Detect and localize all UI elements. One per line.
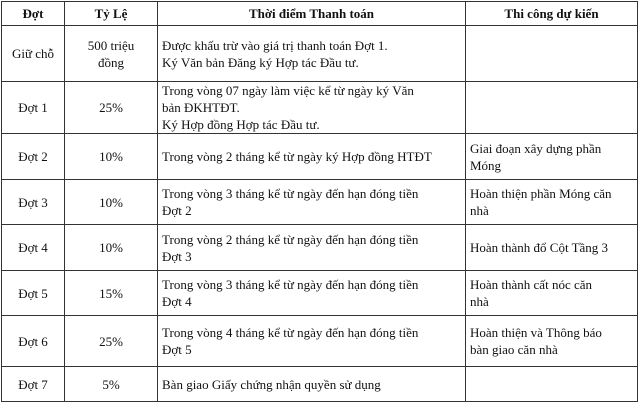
construction-line: Hoàn thiện phần Móng căn xyxy=(470,186,612,201)
rate-line: 15% xyxy=(99,285,123,301)
cell-payment-time xyxy=(158,82,466,134)
cell-rate xyxy=(65,180,158,225)
construction-line: Hoàn thành đổ Cột Tầng 3 xyxy=(470,240,609,255)
table-row xyxy=(2,225,638,271)
cell-payment-time xyxy=(158,271,466,316)
construction-line: Hoàn thành cất nóc căn xyxy=(470,277,593,292)
payment-line: Đợt 3 xyxy=(162,248,192,264)
construction-line: Hoàn thiện và Thông báo xyxy=(470,325,602,340)
cell-payment-time xyxy=(158,367,466,402)
payment-line: Trong vòng 2 tháng kể từ ngày ký Hợp đồng HTĐT xyxy=(162,149,432,164)
construction-line: Móng xyxy=(470,157,502,173)
cell-phase: Đợt 3 xyxy=(2,180,65,225)
payment-line: Trong vòng 4 tháng kể từ ngày đến hạn đóng tiền xyxy=(162,325,419,340)
cell-payment-time xyxy=(158,225,466,271)
table-row xyxy=(2,26,638,82)
cell-payment-time xyxy=(158,26,466,82)
cell-phase: Đợt 1 xyxy=(2,82,65,134)
table-row xyxy=(2,180,638,225)
cell-phase: Đợt 5 xyxy=(2,271,65,316)
cell-phase: Giữ chỗ xyxy=(2,26,65,82)
cell-phase: Đợt 6 xyxy=(2,316,65,367)
rate-line: 25% xyxy=(99,333,123,349)
cell-construction xyxy=(466,26,638,82)
cell-payment-time xyxy=(158,134,466,180)
payment-line: Trong vòng 2 tháng kể từ ngày đến hạn đóng tiền xyxy=(162,231,419,247)
table-row xyxy=(2,367,638,402)
cell-phase: Đợt 2 xyxy=(2,134,65,180)
cell-payment-time xyxy=(158,316,466,367)
cell-phase: Đợt 4 xyxy=(2,225,65,271)
cell-phase: Đợt 7 xyxy=(2,367,65,402)
cell-payment-time xyxy=(158,180,466,225)
construction-line: Giai đoạn xây dựng phần xyxy=(470,140,602,156)
table-row xyxy=(2,316,638,367)
rate-line: đồng xyxy=(98,54,124,70)
payment-line: Bàn giao Giấy chứng nhận quyền sử dụng xyxy=(162,376,381,392)
payment-line: Ký Văn bản Đăng ký Hợp tác Đầu tư. xyxy=(162,54,359,70)
table-row xyxy=(2,82,638,134)
rate-line: 500 triệu xyxy=(87,37,135,53)
cell-construction xyxy=(466,180,638,225)
cell-construction xyxy=(466,271,638,316)
table-body xyxy=(2,26,638,402)
construction-line: nhà xyxy=(470,203,489,218)
cell-rate xyxy=(65,367,158,402)
header-construction: Thi công dự kiến xyxy=(466,2,638,26)
payment-line: Ký Hợp đồng Hợp tác Đầu tư. xyxy=(162,117,320,132)
cell-construction xyxy=(466,225,638,271)
payment-line: Trong vòng 3 tháng kể từ ngày đến hạn đóng tiền xyxy=(162,186,419,201)
payment-line: Đợt 4 xyxy=(162,294,192,309)
rate-line: 10% xyxy=(99,194,123,210)
rate-line: 10% xyxy=(99,240,123,255)
cell-construction xyxy=(466,82,638,134)
cell-construction xyxy=(466,316,638,367)
payment-line: Trong vòng 3 tháng kể từ ngày đến hạn đóng tiền xyxy=(162,277,419,292)
payment-line: Đợt 2 xyxy=(162,203,192,218)
cell-rate xyxy=(65,316,158,367)
table-row xyxy=(2,271,638,316)
header-rate: Tỷ Lệ xyxy=(65,2,158,26)
construction-line: bàn giao căn nhà xyxy=(470,342,558,357)
payment-line: Trong vòng 07 ngày làm việc kể từ ngày ký Văn xyxy=(162,83,414,98)
cell-rate xyxy=(65,271,158,316)
cell-rate xyxy=(65,26,158,82)
payment-line: Được khấu trừ vào giá trị thanh toán Đợt 1. xyxy=(162,37,388,53)
table-header-row xyxy=(2,2,638,26)
header-payment-time: Thời điểm Thanh toán xyxy=(158,2,466,26)
rate-line: 25% xyxy=(99,100,123,115)
payment-schedule-table xyxy=(1,1,638,402)
header-phase: Đợt xyxy=(2,2,65,26)
rate-line: 5% xyxy=(102,376,120,392)
cell-rate xyxy=(65,225,158,271)
payment-line: Đợt 5 xyxy=(162,342,192,357)
payment-line: bản ĐKHTĐT. xyxy=(162,100,240,115)
construction-line: nhà xyxy=(470,294,489,309)
cell-rate xyxy=(65,134,158,180)
cell-construction xyxy=(466,134,638,180)
cell-rate xyxy=(65,82,158,134)
cell-construction xyxy=(466,367,638,402)
rate-line: 10% xyxy=(99,149,123,164)
table-row xyxy=(2,134,638,180)
